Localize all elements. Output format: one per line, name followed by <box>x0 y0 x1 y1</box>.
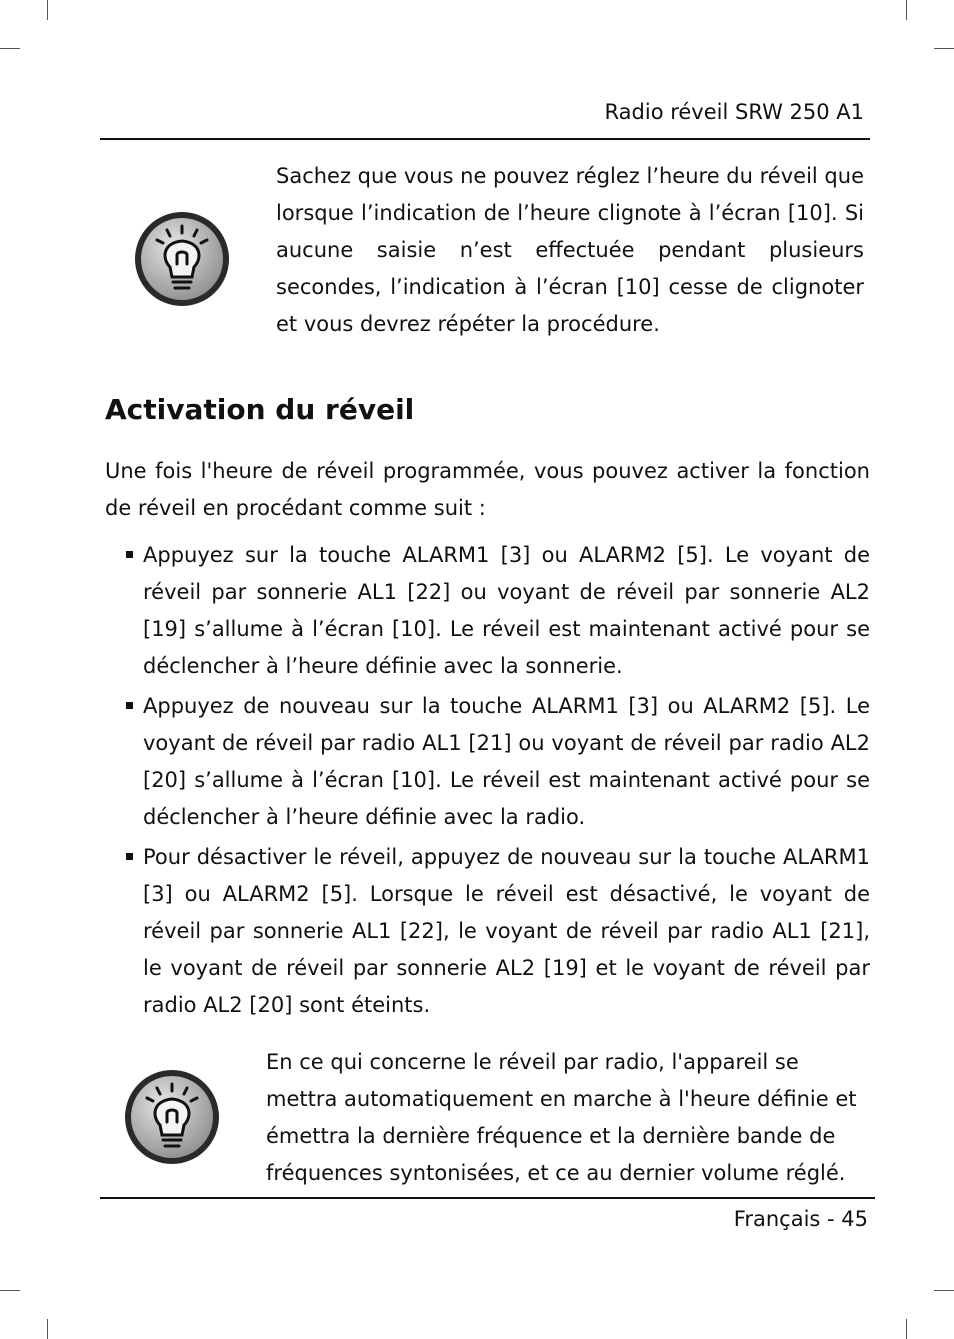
crop-mark <box>0 48 20 49</box>
bullet-square-icon <box>126 702 133 709</box>
crop-mark <box>934 48 954 49</box>
list-item <box>105 839 870 1024</box>
lightbulb-tip-icon <box>132 209 232 309</box>
list-item <box>105 688 870 836</box>
page-number: Français - 45 <box>733 1207 868 1231</box>
crop-mark <box>47 1319 48 1339</box>
intro-paragraph: Une fois l'heure de réveil programmée, vous pouvez activer la fonction de réveil en procédant comme suit : <box>105 459 870 520</box>
crop-mark <box>906 0 907 20</box>
footer-rule <box>100 1197 875 1199</box>
crop-mark <box>934 1290 954 1291</box>
bullet-square-icon <box>126 551 133 558</box>
crop-mark <box>906 1319 907 1339</box>
list-item-text: Appuyez de nouveau sur la touche ALARM1 [3] ou ALARM2 [5]. Le voyant de réveil par radio AL1 [21] ou voyant de réveil par radio AL2 [20] s’allume à l’écran [10]. Le réveil est maintenant activé pour se déclencher à l’heure définie avec la radio. <box>143 694 870 829</box>
bullet-square-icon <box>126 853 133 860</box>
tip-note-text: Sachez que vous ne pouvez réglez l’heure du réveil que lorsque l’indication de l’heure clignote à l’écran [10]. Si aucune saisie n’est effectuée pendant plusieurs secondes, l’indication à l’écran [10] cesse de clignoter et vous devrez répéter la procédure. <box>276 164 864 336</box>
crop-mark <box>0 1290 20 1291</box>
section-title: Activation du réveil <box>105 393 415 426</box>
crop-mark <box>47 0 48 20</box>
running-header: Radio réveil SRW 250 A1 <box>604 100 864 124</box>
list-item-text: Appuyez sur la touche ALARM1 [3] ou ALARM2 [5]. Le voyant de réveil par sonnerie AL1 [22] ou voyant de réveil par sonnerie AL2 [19] s’allume à l’écran [10]. Le réveil est maintenant activé pour se déclencher à l’heure définie avec la sonnerie. <box>143 543 870 678</box>
list-item <box>105 537 870 685</box>
header-rule <box>100 138 870 140</box>
tip-note-text: En ce qui concerne le réveil par radio, l'appareil se mettra automatiquement en marche à l'heure définie et émettra la dernière fréquence et la dernière bande de fréquences syntonisées, et ce au dernier volume réglé. <box>266 1050 857 1185</box>
list-item-text: Pour désactiver le réveil, appuyez de nouveau sur la touche ALARM1 [3] ou ALARM2 [5]. Lorsque le réveil est désactivé, le voyant de réveil par sonnerie AL1 [22], le voyant de réveil par radio AL1 [21], le voyant de réveil par sonnerie AL2 [19] et le voyant de réveil par radio AL2 [20] sont éteints. <box>143 845 870 1017</box>
lightbulb-tip-icon <box>122 1067 222 1167</box>
instruction-list <box>105 537 870 1027</box>
